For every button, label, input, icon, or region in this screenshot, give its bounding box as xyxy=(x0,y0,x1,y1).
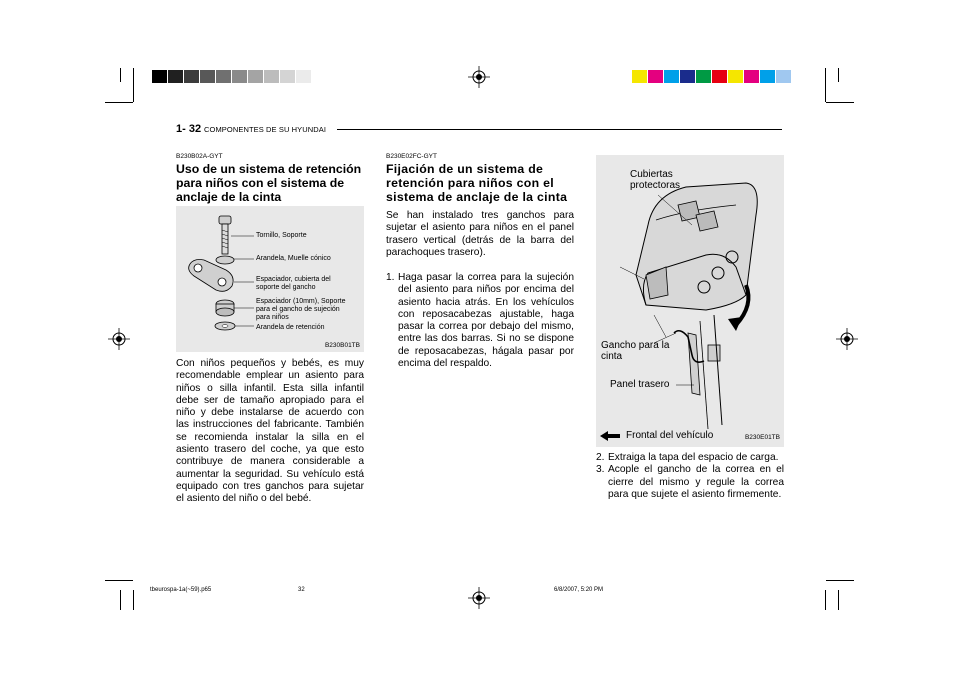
gray-swatch xyxy=(280,70,295,83)
middle-intro-paragraph: Se han instalado tres ganchos para sujetar el asiento para niños en el panel trasero vertical (detrás de la barra del parachoques trasero). xyxy=(386,210,574,258)
label-bolt: Tornillo, Soporte xyxy=(256,232,307,239)
registration-target-top-icon xyxy=(468,66,490,88)
left-section-code: B230B02A-GYT xyxy=(176,153,223,160)
page-number: 1- 32 xyxy=(176,123,202,135)
color-swatch xyxy=(632,70,647,83)
right-steps-list xyxy=(596,452,784,501)
label-tether-hook: Gancho para la cinta xyxy=(601,340,670,362)
label-spacer-cover: Espaciador, cubierta del soporte del gancho xyxy=(256,276,331,291)
gray-swatch xyxy=(200,70,215,83)
label-spacer-10mm: Espaciador (10mm), Soporte para el gancho de sujeción para niños xyxy=(256,298,346,321)
gray-swatch xyxy=(296,70,311,83)
figure-caption-right: B230E01TB xyxy=(744,434,780,441)
color-calibration-bar xyxy=(632,70,792,83)
label-protective-covers: Cubiertas protectoras xyxy=(630,169,681,191)
registration-target-right-icon xyxy=(836,328,858,350)
anchor-figure xyxy=(596,155,784,447)
grayscale-calibration-bar xyxy=(152,70,312,83)
color-swatch xyxy=(760,70,775,83)
left-body-text xyxy=(176,358,364,506)
color-swatch xyxy=(744,70,759,83)
footer-page-number: 32 xyxy=(298,587,305,593)
header-rule xyxy=(337,129,782,130)
gray-swatch xyxy=(232,70,247,83)
list-item xyxy=(596,452,784,464)
step-text: Acople el gancho de la correa en el cierre del mismo y regule la correa para que sujete el asiento firmemente. xyxy=(608,464,784,500)
color-swatch xyxy=(712,70,727,83)
gray-swatch xyxy=(216,70,231,83)
label-vehicle-front: Frontal del vehículo xyxy=(626,430,714,441)
hardware-figure xyxy=(176,206,364,352)
step-number: 2. xyxy=(596,452,605,463)
color-swatch xyxy=(648,70,663,83)
step-number: 1. xyxy=(386,272,395,283)
color-swatch xyxy=(680,70,695,83)
figure-caption-left: B230B01TB xyxy=(324,342,360,349)
step-text: Haga pasar la correa para la sujeción del asiento para niños por encima del asiento hacia atrás. En los vehículos con reposacabezas ajustable, haga pasar la correa por debajo del mismo, entre las dos barras. Si no se dispone de reposacabezas, hágala pasar por encima del respaldo. xyxy=(398,272,574,370)
label-rear-panel: Panel trasero xyxy=(610,379,670,390)
list-item xyxy=(596,464,784,501)
gray-swatch xyxy=(264,70,279,83)
registration-target-bottom-icon xyxy=(468,587,490,609)
middle-section-heading: Fijación de un sistema de retención para niños con el sistema de anclaje de la cinta xyxy=(386,162,568,204)
rear-panel-hook-illustration-icon xyxy=(596,155,784,447)
footer-datetime: 6/8/2007, 5:20 PM xyxy=(554,587,604,593)
color-swatch xyxy=(696,70,711,83)
label-retaining-washer: Arandela de retención xyxy=(256,324,325,331)
step-number: 3. xyxy=(596,464,605,476)
gray-swatch xyxy=(168,70,183,83)
gray-swatch xyxy=(184,70,199,83)
footer-file-name: tbeurospa-1a(~59).p65 xyxy=(150,587,212,593)
gray-swatch xyxy=(248,70,263,83)
middle-section-code: B230E02FC-GYT xyxy=(386,153,437,160)
step-text: Extraiga la tapa del espacio de carga. xyxy=(608,452,779,463)
left-section-heading: Uso de un sistema de retención para niños con el sistema de anclaje de la cinta xyxy=(176,162,362,204)
middle-intro-text xyxy=(386,210,574,259)
middle-steps-list xyxy=(386,272,574,370)
gray-swatch xyxy=(152,70,167,83)
list-item xyxy=(386,272,574,370)
color-swatch xyxy=(776,70,791,83)
color-swatch xyxy=(664,70,679,83)
left-body-paragraph: Con niños pequeños y bebés, es muy recomendable emplear un asiento para niños o silla infantil. Esta silla infantil debe ser de tamaño apropiado para el niño y debe instalarse de acuerdo con las instrucciones del fabricante. También se recomienda instalar la silla en el asiento trasero del coche, ya que esto contribuye de manera considerable a aumentar la seguridad. Su vehículo está equipado con tres ganchos para sujetar el asiento del niño o del bebé. xyxy=(176,358,364,505)
section-title: COMPONENTES DE SU HYUNDAI xyxy=(204,125,327,134)
color-swatch xyxy=(728,70,743,83)
label-conical-washer: Arandela, Muelle cónico xyxy=(256,255,331,262)
registration-target-left-icon xyxy=(108,328,130,350)
